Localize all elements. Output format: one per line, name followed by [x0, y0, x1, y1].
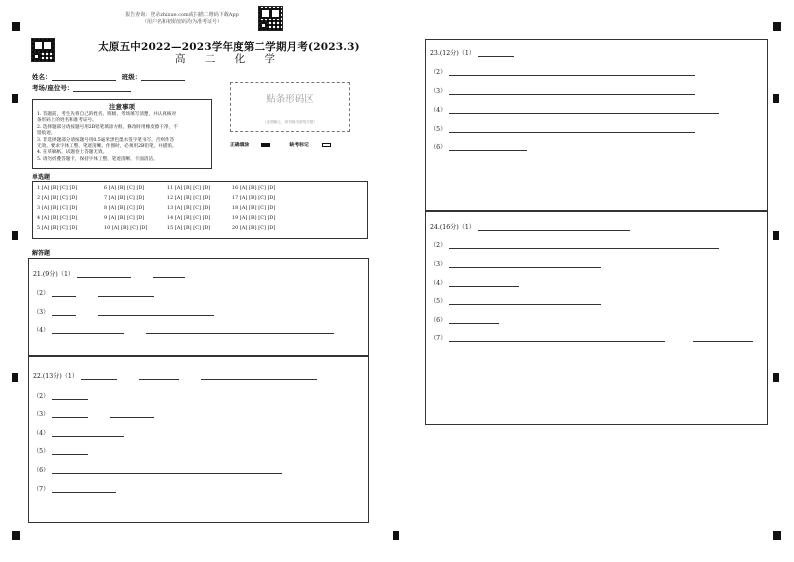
q22-p4-label: （4）	[33, 430, 50, 437]
notice-line: 3. 非选择题部分请按题号用0.5毫米黑色墨水签字笔书写，否则作答	[37, 137, 175, 143]
q23-part3	[430, 86, 695, 95]
q24-p2-label: （2）	[430, 242, 447, 249]
q24-p5-label: （5）	[430, 298, 447, 305]
registration-mark	[393, 531, 399, 540]
q22-p5-label: （5）	[33, 448, 50, 455]
q23-p6-label: （6）	[430, 144, 447, 151]
mc-row	[37, 196, 275, 201]
q22-answer-4[interactable]	[52, 429, 124, 437]
q24-answer-1[interactable]	[478, 223, 630, 231]
q21-answer-3b[interactable]	[98, 308, 214, 316]
q22-part2	[33, 391, 88, 400]
missing-mark-label: 缺考标记	[289, 142, 309, 148]
q22-answer-6[interactable]	[52, 466, 282, 474]
q22-answer-1b[interactable]	[139, 372, 179, 380]
mc-item[interactable]: 20 [A] [B] [C] [D]	[232, 226, 276, 231]
report-query-note: 报告查询：登录zhixue.com或扫描二维码下载App	[125, 12, 239, 18]
registration-mark	[773, 531, 781, 540]
q23-box	[425, 39, 768, 211]
barcode-area	[230, 82, 350, 132]
q22-part1	[33, 371, 317, 380]
mc-item[interactable]: 4 [A] [B] [C] [D]	[37, 216, 78, 221]
q21-answer-3a[interactable]	[52, 308, 76, 316]
missing-mark-box[interactable]	[322, 143, 331, 147]
q21-p2-label: （2）	[33, 290, 50, 297]
q24-p6-label: （6）	[430, 317, 447, 324]
mc-item[interactable]: 12 [A] [B] [C] [D]	[167, 196, 211, 201]
login-note: （用户名和初始密码均为准考证号）	[141, 19, 222, 25]
q23-p5-label: （5）	[430, 126, 447, 133]
q23-answer-3[interactable]	[449, 87, 695, 95]
q21-answer-1a[interactable]	[77, 270, 131, 278]
q24-part2	[430, 240, 719, 249]
q21-part3	[33, 307, 214, 316]
q24-p3-label: （3）	[430, 261, 447, 268]
mc-item[interactable]: 15 [A] [B] [C] [D]	[167, 226, 211, 231]
q24-part3	[430, 259, 601, 268]
q22-part6	[33, 465, 282, 474]
q23-answer-1[interactable]	[478, 49, 514, 57]
q22-answer-1a[interactable]	[81, 372, 117, 380]
barcode-label: 贴条形码区	[266, 94, 314, 105]
registration-mark	[12, 22, 20, 31]
mc-row	[37, 226, 275, 231]
q22-p3-label: （3）	[33, 411, 50, 418]
q24-p7-label: （7）	[430, 335, 447, 342]
q21-answer-2a[interactable]	[52, 289, 76, 297]
q23-part1	[430, 48, 514, 57]
mc-item[interactable]: 6 [A] [B] [C] [D]	[104, 186, 145, 191]
mc-row	[37, 216, 275, 221]
q21-part1	[33, 269, 185, 278]
q21-part4	[33, 325, 334, 334]
q23-header: 23.(12分)（1）	[430, 50, 476, 57]
seat-field[interactable]	[73, 84, 131, 92]
mc-item[interactable]: 2 [A] [B] [C] [D]	[37, 196, 78, 201]
registration-mark	[773, 231, 779, 240]
app-qr-code	[258, 6, 283, 31]
q23-part4	[430, 105, 719, 114]
name-field[interactable]	[52, 73, 116, 81]
correct-fill-label: 正确填涂	[230, 142, 250, 148]
q23-answer-5[interactable]	[449, 125, 695, 133]
q21-p3-label: （3）	[33, 309, 50, 316]
q22-answer-1c[interactable]	[201, 372, 317, 380]
mc-item[interactable]: 17 [A] [B] [C] [D]	[232, 196, 276, 201]
q21-box	[28, 258, 369, 356]
mc-item[interactable]: 7 [A] [B] [C] [D]	[104, 196, 145, 201]
mc-item[interactable]: 5 [A] [B] [C] [D]	[37, 226, 78, 231]
q23-part2	[430, 67, 695, 76]
q24-answer-3[interactable]	[449, 260, 601, 268]
mc-item[interactable]: 10 [A] [B] [C] [D]	[104, 226, 148, 231]
q24-answer-2[interactable]	[449, 241, 719, 249]
q22-box	[28, 356, 369, 523]
q22-answer-3a[interactable]	[52, 410, 88, 418]
q22-answer-2[interactable]	[52, 392, 88, 400]
q23-part6	[430, 142, 527, 151]
q24-answer-6[interactable]	[449, 316, 499, 324]
q23-p4-label: （4）	[430, 107, 447, 114]
q21-answer-4b[interactable]	[146, 326, 334, 334]
correct-fill-swatch	[261, 143, 270, 147]
registration-mark	[773, 22, 781, 31]
mc-item[interactable]: 3 [A] [B] [C] [D]	[37, 206, 78, 211]
mc-item[interactable]: 9 [A] [B] [C] [D]	[104, 216, 145, 221]
q23-p2-label: （2）	[430, 69, 447, 76]
q21-p4-label: （4）	[33, 327, 50, 334]
q21-answer-2b[interactable]	[98, 289, 154, 297]
barcode-hint: （正面朝上，切勿贴出虚线方框）	[263, 120, 317, 124]
q22-p7-label: （7）	[33, 486, 50, 493]
notice-line: 无效。要求字体工整、笔迹清晰。作图时，必须用2B铅笔，并描浓。	[37, 144, 177, 150]
q21-answer-4a[interactable]	[52, 326, 124, 334]
q23-answer-4[interactable]	[449, 106, 719, 114]
notice-line: 2. 选择题部分请按题号用2B铅笔填涂方框，修改时用橡皮擦干净，不	[37, 124, 178, 130]
exam-title: 太原五中2022—2023学年度第二学期月考(2023.3)	[98, 41, 360, 53]
mc-item[interactable]: 8 [A] [B] [C] [D]	[104, 206, 145, 211]
class-field[interactable]	[141, 73, 185, 81]
notice-title: 注意事项	[109, 103, 135, 111]
name-label: 姓名：	[32, 73, 52, 81]
exam-subject: 高 二 化 学	[174, 53, 283, 65]
q23-part5	[430, 124, 695, 133]
registration-mark	[12, 531, 20, 540]
q21-answer-1b[interactable]	[153, 270, 185, 278]
q22-part3	[33, 409, 154, 418]
name-row	[32, 72, 185, 81]
q22-answer-7[interactable]	[52, 485, 116, 493]
q24-part5	[430, 296, 601, 305]
registration-mark	[12, 373, 18, 382]
mc-item[interactable]: 19 [A] [B] [C] [D]	[232, 216, 276, 221]
mc-grid	[32, 181, 368, 239]
mc-item[interactable]: 16 [A] [B] [C] [D]	[232, 186, 276, 191]
notice-box	[32, 99, 212, 169]
q22-answer-3b[interactable]	[110, 410, 154, 418]
mc-row	[37, 186, 275, 191]
registration-mark	[12, 94, 18, 103]
q23-answer-6[interactable]	[449, 143, 527, 151]
q22-header: 22.(13分)（1）	[33, 373, 79, 380]
q22-p2-label: （2）	[33, 393, 50, 400]
mc-section-label: 单选题	[32, 174, 51, 181]
notice-line: 1. 答题前，考生先将自己的姓名、班级、考场填写清楚，并认真核对	[37, 112, 177, 117]
q24-answer-7b[interactable]	[693, 334, 753, 342]
q22-part7	[33, 484, 116, 493]
q24-part1	[430, 222, 630, 231]
q23-p3-label: （3）	[430, 88, 447, 95]
seat-label: 考场/座位号：	[32, 84, 74, 92]
q22-part4	[33, 428, 124, 437]
q24-answer-5[interactable]	[449, 297, 601, 305]
q24-answer-7a[interactable]	[449, 334, 665, 342]
q24-p4-label: （4）	[430, 280, 447, 287]
q21-part2	[33, 288, 154, 297]
q24-answer-4[interactable]	[449, 279, 519, 287]
registration-mark	[773, 373, 779, 382]
mc-item[interactable]: 13 [A] [B] [C] [D]	[167, 206, 211, 211]
sheet-qr-code	[31, 38, 55, 62]
notice-line: 5. 请勿折叠答题卡，保持字体工整、笔迹清晰、卡面清洁。	[37, 156, 158, 162]
fill-example-row	[230, 141, 331, 148]
q24-box	[425, 211, 768, 425]
class-label: 班级：	[121, 73, 142, 81]
notice-line: 条形码上的姓名和准考证号。	[37, 118, 97, 124]
mc-row	[37, 206, 275, 211]
mc-item[interactable]: 11 [A] [B] [C] [D]	[167, 186, 211, 191]
seat-row	[32, 83, 131, 92]
q24-part6	[430, 315, 499, 324]
mc-item[interactable]: 14 [A] [B] [C] [D]	[167, 216, 211, 221]
q22-part5	[33, 446, 88, 455]
registration-mark	[773, 94, 779, 103]
q22-answer-5[interactable]	[52, 447, 88, 455]
q22-p6-label: （6）	[33, 467, 50, 474]
answer-section-label: 解答题	[32, 250, 51, 257]
q24-part7	[430, 333, 753, 342]
q23-answer-2[interactable]	[449, 68, 695, 76]
notice-line: 留痕迹。	[37, 131, 56, 137]
mc-item[interactable]: 18 [A] [B] [C] [D]	[232, 206, 276, 211]
q24-part4	[430, 278, 519, 287]
q21-header: 21.(9分)（1）	[33, 271, 75, 278]
notice-line: 4. 在草稿纸、试题卷上答题无效。	[37, 150, 108, 156]
q24-header: 24.(16分)（1）	[430, 224, 476, 231]
mc-item[interactable]: 1 [A] [B] [C] [D]	[37, 186, 78, 191]
registration-mark	[12, 231, 18, 240]
